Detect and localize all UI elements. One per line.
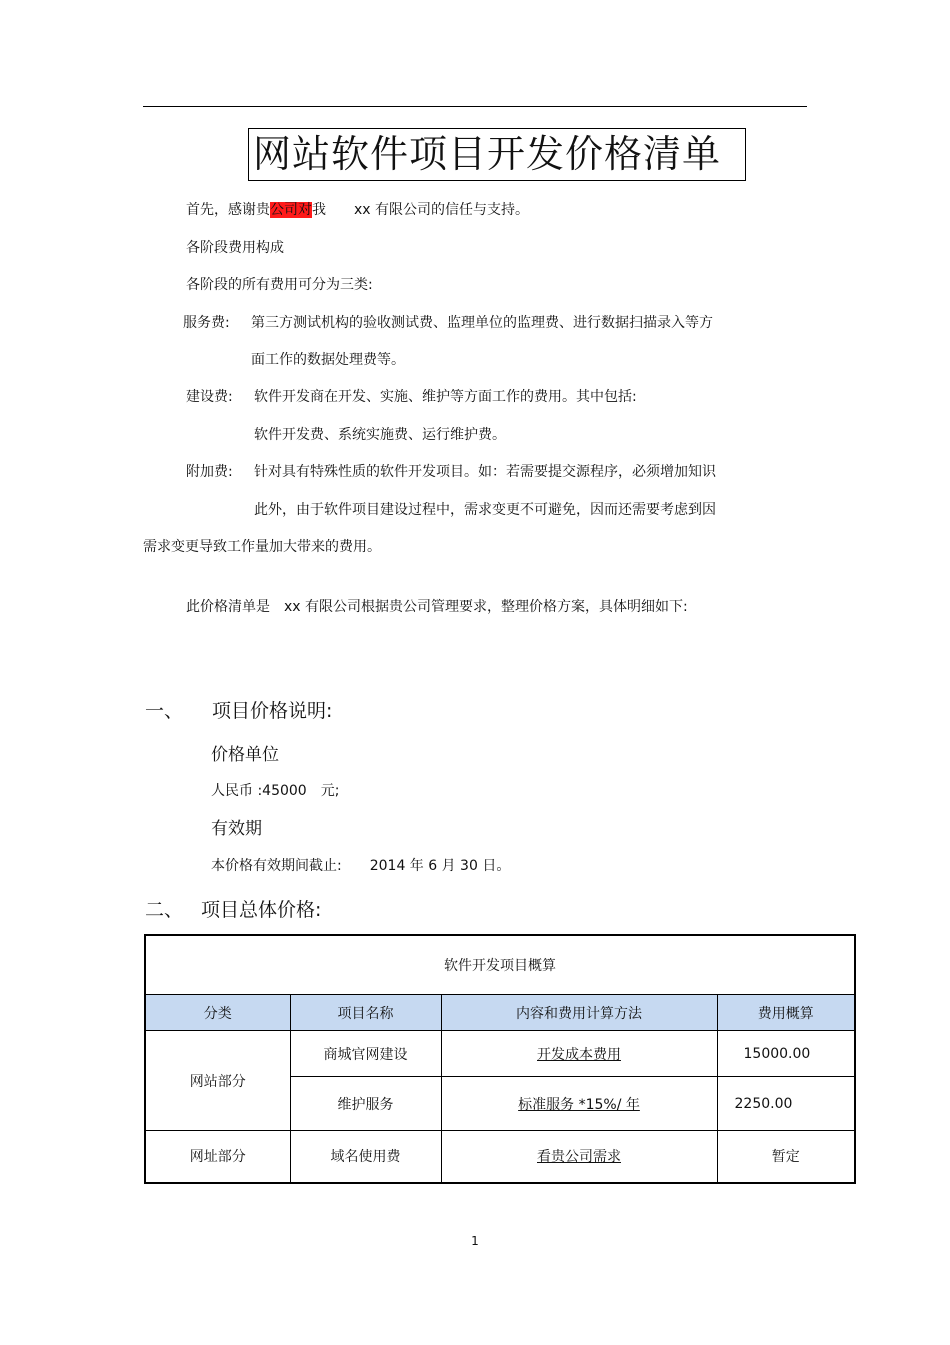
column-header-cost: 费用概算 — [717, 995, 855, 1031]
validity-value: 本价格有效期间截止: 2014 年 6 月 30 日。 — [211, 858, 511, 874]
column-header-category: 分类 — [145, 995, 290, 1031]
table-header-row — [145, 995, 855, 1031]
row-method-text: 看贵公司需求 — [537, 1149, 621, 1166]
row-method-text: 标准服务 *15%/ 年 — [518, 1096, 640, 1113]
intro-pre: 首先，感谢贵 — [186, 202, 270, 218]
additional-line-3: 需求变更导致工作量加大带来的费用。 — [143, 539, 381, 555]
row-category: 网站部分 — [145, 1031, 290, 1131]
construction-line-2: 软件开发费、系统实施费、运行维护费。 — [254, 427, 506, 443]
page-number: 1 — [471, 1234, 479, 1248]
service-label: 服务费: — [183, 315, 230, 331]
budget-table — [144, 934, 856, 1184]
row-method — [441, 1031, 717, 1077]
intro-paragraph — [186, 201, 529, 219]
row-method — [441, 1077, 717, 1131]
additional-line-2: 此外，由于软件项目建设过程中，需求变更不可避免，因而还需要考虑到因 — [254, 502, 716, 518]
row-name: 维护服务 — [290, 1077, 441, 1131]
section-2-title: 项目总体价格: — [201, 899, 322, 921]
price-unit-heading: 价格单位 — [211, 745, 279, 765]
header-rule — [143, 106, 807, 107]
document-title: 网站软件项目开发价格清单 — [248, 128, 746, 181]
intro-post: 我 xx 有限公司的信任与支持。 — [312, 202, 530, 218]
section-1-title: 项目价格说明: — [212, 700, 333, 722]
row-name: 商城官网建设 — [290, 1031, 441, 1077]
row-method-text: 开发成本费用 — [537, 1046, 621, 1063]
additional-label: 附加费: — [186, 464, 233, 480]
intro-highlight: 公司对 — [270, 202, 312, 218]
column-header-name: 项目名称 — [290, 995, 441, 1031]
table-row — [145, 1031, 855, 1077]
row-method — [441, 1131, 717, 1183]
costs-intro: 各阶段的所有费用可分为三类: — [186, 277, 373, 293]
column-header-method: 内容和费用计算方法 — [441, 995, 717, 1031]
row-cost: 15000.00 — [717, 1031, 855, 1077]
row-name: 域名使用费 — [290, 1131, 441, 1183]
section-1-number: 一、 — [145, 700, 184, 722]
row-cost: 2250.00 — [717, 1077, 855, 1131]
validity-heading: 有效期 — [211, 819, 262, 839]
summary-paragraph: 此价格清单是 xx 有限公司根据贵公司管理要求，整理价格方案，具体明细如下: — [186, 599, 688, 615]
price-unit-value: 人民币 :45000 元; — [211, 783, 340, 799]
additional-line-1: 针对具有特殊性质的软件开发项目。如：若需要提交源程序，必须增加知识 — [254, 464, 716, 480]
service-line-1: 第三方测试机构的验收测试费、监理单位的监理费、进行数据扫描录入等方 — [251, 315, 713, 331]
section-2-number: 二、 — [145, 899, 184, 921]
costs-heading: 各阶段费用构成 — [186, 240, 284, 256]
row-cost: 暂定 — [717, 1131, 855, 1183]
service-line-2: 面工作的数据处理费等。 — [251, 352, 405, 368]
table-row — [145, 1131, 855, 1183]
construction-label: 建设费: — [186, 389, 233, 405]
row-category: 网址部分 — [145, 1131, 290, 1183]
construction-line-1: 软件开发商在开发、实施、维护等方面工作的费用。其中包括: — [254, 389, 637, 405]
table-caption: 软件开发项目概算 — [145, 935, 855, 995]
